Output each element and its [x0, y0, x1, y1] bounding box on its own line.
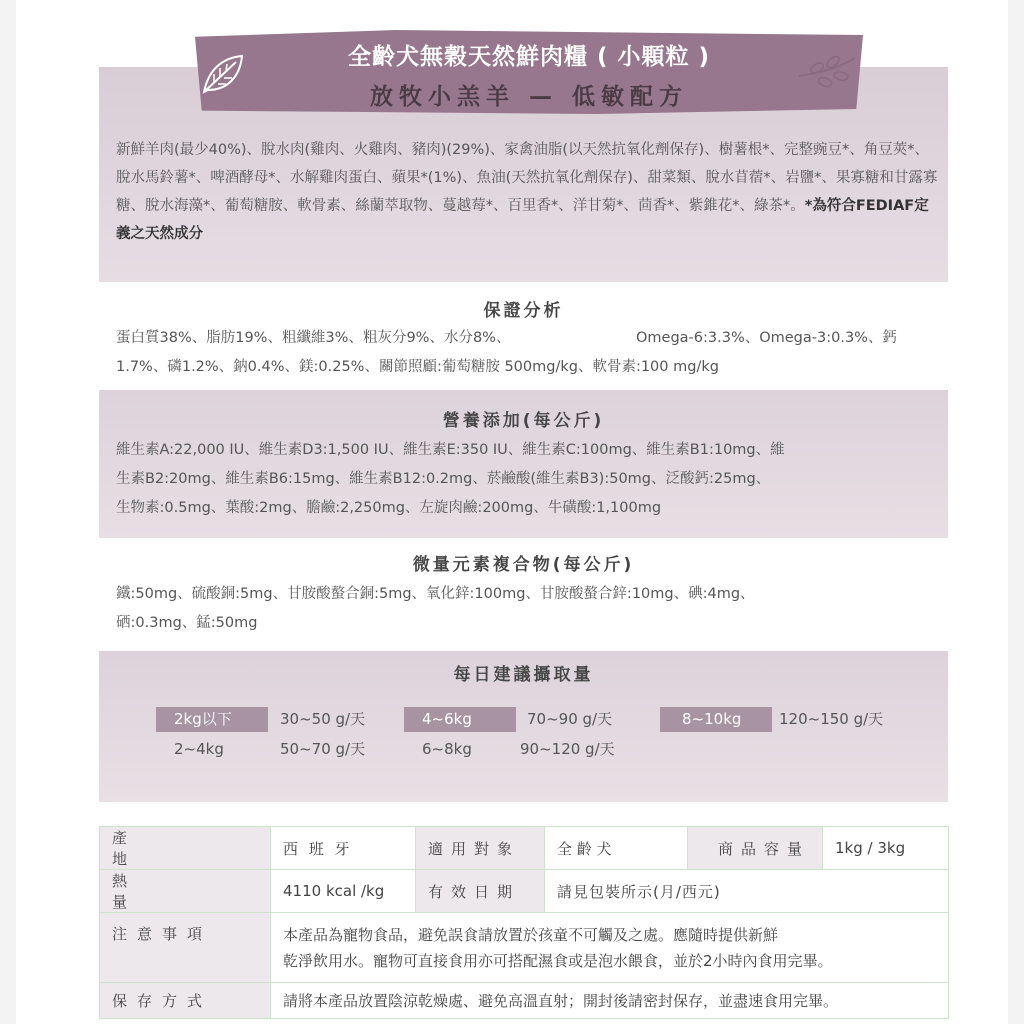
ingredients-note: *為符合FEDIAF定義之天然成分 [116, 198, 929, 242]
capacity-label: 商品容量 [688, 827, 823, 870]
ingredients-text [116, 136, 938, 248]
storage-label: 保存方式 [100, 983, 271, 1019]
daily-weight-4: 6~8kg [422, 740, 472, 758]
caution-line-1: 本產品為寵物食品，避免誤食請放置於孩童不可觸及之處。應隨時提供新鮮 [283, 925, 779, 944]
expiry-label: 有效日期 [416, 870, 545, 913]
trace-line-1: 鐵:50mg、硫酸銅:5mg、甘胺酸螯合銅:5mg、氧化鋅:100mg、甘胺酸螯合鋅:10mg、碘:4mg、 [116, 586, 755, 602]
daily-amount-1: 30~50 g/天 [280, 710, 366, 728]
caution-line-2: 乾淨飲用水。寵物可直接食用亦可搭配濕食或是泡水餵食，並於2小時內食用完畢。 [283, 951, 833, 970]
nutrition-line-3: 生物素:0.5mg、葉酸:2mg、膽鹼:2,250mg、左旋肉鹼:200mg、牛磺酸:1,100mg [116, 500, 662, 516]
storage-value: 請將本產品放置陰涼乾燥處、避免高溫直射；開封後請密封保存，並盡速食用完畢。 [271, 983, 949, 1019]
page-edge-left [0, 0, 16, 1024]
trace-title: 微量元素複合物(每公斤) [412, 555, 635, 575]
nutrition-title: 營養添加(每公斤) [442, 411, 605, 431]
ingredients-list: 新鮮羊肉(最少40%)、脫水肉(雞肉、火雞肉、豬肉)(29%)、家禽油脂(以天然抗氧化劑保存)、樹薯根*、完整豌豆*、角豆莢*、脫水馬鈴薯*、啤酒酵母*、水解雞肉蛋白、蘋果*(1%)、魚油(天然抗氧化劑保存)、甜菜類、脫水苜蓿*、岩鹽*、果寡糖和甘露寡糖、脫水海藻*、葡萄糖胺、軟骨素、絲蘭萃取物、蔓越莓*、百里香*、洋甘菊*、茴香*、紫錐花*、綠茶*。 [116, 142, 938, 214]
daily-amount-4: 90~120 g/天 [520, 740, 615, 758]
page-edge-right [1008, 0, 1024, 1024]
trace-line-2: 硒:0.3mg、錳:50mg [116, 615, 258, 631]
daily-weight-2: 2~4kg [174, 740, 224, 758]
product-title: 全齡犬無穀天然鮮肉糧 ( 小顆粒 ) [347, 44, 711, 70]
origin-label [112, 827, 258, 869]
guaranteed-line-1-right: Omega-6:3.3%、Omega-3:0.3%、鈣 [636, 330, 897, 346]
guaranteed-line-1 [116, 324, 938, 352]
daily-weight-3: 4~6kg [404, 707, 516, 732]
product-subtitle: 放牧小羔羊 — 低敏配方 [369, 84, 688, 110]
guaranteed-title: 保證分析 [483, 301, 564, 321]
origin-label-cell [100, 827, 271, 870]
nutrition-line-2: 生素B2:20mg、維生素B6:15mg、維生素B12:0.2mg、菸鹼酸(維生素B3):50mg、泛酸鈣:25mg、 [116, 471, 771, 487]
daily-weight-1: 2kg以下 [156, 707, 268, 732]
caution-label: 注意事項 [100, 913, 271, 983]
guaranteed-line-2: 1.7%、磷1.2%、鈉0.4%、鎂:0.25%、關節照顧:葡萄糖胺 500mg/kg、軟骨素:100 mg/kg [116, 359, 719, 375]
product-info-table [99, 826, 949, 1019]
calorie-value: 4110 kcal /kg [271, 870, 416, 913]
expiry-value: 請見包裝所示(月/西元) [545, 870, 949, 913]
guaranteed-line-1-left: 蛋白質38%、脂肪19%、粗纖維3%、粗灰分9%、水分8%、 [116, 330, 511, 346]
daily-title: 每日建議攝取量 [453, 665, 594, 685]
daily-amount-5: 120~150 g/天 [779, 710, 884, 728]
target-label: 適用對象 [416, 827, 545, 870]
origin-label-text: 產地 [112, 829, 198, 868]
daily-amount-2: 50~70 g/天 [280, 740, 366, 758]
origin-value: 西 班 牙 [271, 827, 416, 870]
capacity-value: 1kg / 3kg [823, 827, 949, 870]
caution-value [271, 913, 949, 983]
nutrition-line-1: 維生素A:22,000 IU、維生素D3:1,500 IU、維生素E:350 IU、維生素C:100mg、維生素B1:10mg、維 [116, 442, 785, 458]
daily-weight-5: 8~10kg [660, 707, 772, 732]
calorie-label: 熱量 [112, 872, 198, 911]
daily-amount-3: 70~90 g/天 [527, 710, 613, 728]
target-value: 全 齡 犬 [545, 827, 688, 870]
calorie-label-cell [100, 870, 271, 913]
